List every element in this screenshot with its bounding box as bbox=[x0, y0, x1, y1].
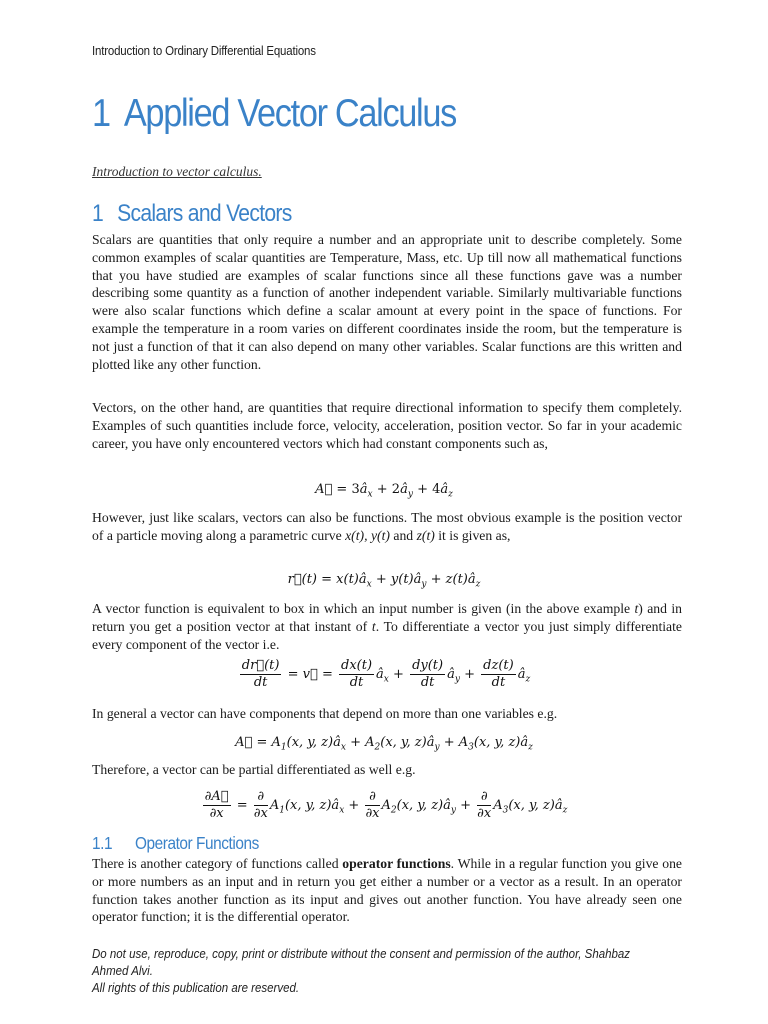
section-number: 1 bbox=[92, 200, 104, 227]
paragraph-multivariable: In general a vector can have components that depend on more than one variables e.g. bbox=[92, 706, 558, 721]
section-heading bbox=[92, 200, 292, 228]
text-run: A vector function is equivalent to box in which an input number is given (in the above example bbox=[92, 601, 635, 616]
paragraph-scalars: Scalars are quantities that only require a number and an appropriate unit to describe completely. Some common examples of scalar quantities are Temperature, Mass, etc. Up till now all mathematical functions that you have studied are examples of scalar functions since all these functions gave was a number describing some quantity as a function of another independent variable. Similarly multivariable functions were also scalar functions which define a scalar amount at every point in the space of functions. For example the temperature in a room varies on different coordinates inside the room, but the temperature is not just a function of that it can also depend on many other variables. Scalar functions are this written and plotted like any other function. bbox=[92, 232, 682, 372]
text-run: it is given as, bbox=[434, 527, 511, 543]
equation-constant-vector: A⃗ = $3â_x$ + $2â_y$ + $4â_z$ bbox=[315, 482, 453, 500]
math-inline: t bbox=[634, 601, 639, 616]
equation-position-vector: r⃗(t) = $x(t)â_x$ + $y(t)â_y$ + $z(t)â_z$ bbox=[287, 572, 481, 590]
equation-velocity: $\frac{dr⃗(t)}{dt}$ = v⃗ = $\frac{dx(t)}{dt}$ $â_x$ + $\frac{dy(t)}{dt}$ $â_y$ + $\frac{dz(t)}{dt}$ $â_z$ bbox=[241, 658, 531, 690]
equation-multivariable-vector: A⃗ = $A_1(x$, y, $z)â_x + A_2(x$, y, $z)â_y + A_3(x$, y, $z)â_z$ bbox=[235, 735, 533, 753]
equation-partial-derivative: $\frac{\partial A⃗}{\partial x}$ = $\frac{\partial}{\partial x}$ $A_1(x$, y, $z)â_x$ + $\frac{\partial}{\partial x}$ $A_2(x$, y, $z)â_y$ + $\frac{\partial}{\partial x}$ $A_3(x$, y, $z)â_z$ bbox=[204, 789, 568, 821]
subsection-heading bbox=[92, 833, 259, 854]
bold-term: operator functions bbox=[342, 856, 451, 871]
math-inline: z(t) bbox=[416, 527, 435, 543]
text-run: . To differentiate a vector you just simply differentiate every component of the vector i.e. bbox=[92, 618, 683, 652]
chapter-heading bbox=[92, 92, 456, 136]
chapter-number: 1 bbox=[92, 92, 110, 135]
text-run: . While in a regular function you give one or more numbers as an input and in return you get either a number or a vector as a result. In an operator function takes another function as its input and gives out another function. You have already seen one operator function; it is the differential operator. bbox=[92, 856, 682, 925]
subsection-number: 1.1 bbox=[92, 833, 113, 853]
paragraph-vectors: Vectors, on the other hand, are quantities that require directional information to specify them completely. Examples of such quantities include force, velocity, acceleration, position vector. So far in your academic career, you have only encountered vectors which had constant components such as, bbox=[92, 400, 682, 451]
math-inline: t bbox=[371, 618, 376, 634]
running-header: Introduction to Ordinary Differential Equations bbox=[92, 44, 316, 58]
footer-line-1: Do not use, reproduce, copy, print or distribute without the consent and permission of the author, Shahbaz Ahmed Alvi. bbox=[92, 947, 631, 978]
footer-line-2: All rights of this publication are reserved. bbox=[92, 981, 300, 995]
paragraph-vector-functions bbox=[92, 509, 682, 545]
text-run: ) and in return you get a position vector at that instant of bbox=[92, 601, 682, 634]
text-run: and bbox=[389, 527, 417, 543]
text-run: There is another category of functions called bbox=[92, 856, 343, 871]
text-run: However, just like scalars, vectors can also be functions. The most obvious example is the position vector of a particle moving along a parametric curve bbox=[92, 510, 682, 543]
paragraph-differentiation bbox=[92, 600, 682, 653]
section-title: Scalars and Vectors bbox=[117, 200, 292, 227]
paragraph-partial: Therefore, a vector can be partial differentiated as well e.g. bbox=[92, 762, 416, 777]
copyright-footer bbox=[92, 946, 644, 997]
math-inline: x(t), y(t) bbox=[345, 527, 390, 543]
subsection-title: Operator Functions bbox=[134, 833, 259, 853]
chapter-title: Applied Vector Calculus bbox=[123, 92, 456, 135]
chapter-subtitle: Introduction to vector calculus. bbox=[92, 164, 262, 179]
paragraph-operator-functions bbox=[92, 855, 682, 926]
